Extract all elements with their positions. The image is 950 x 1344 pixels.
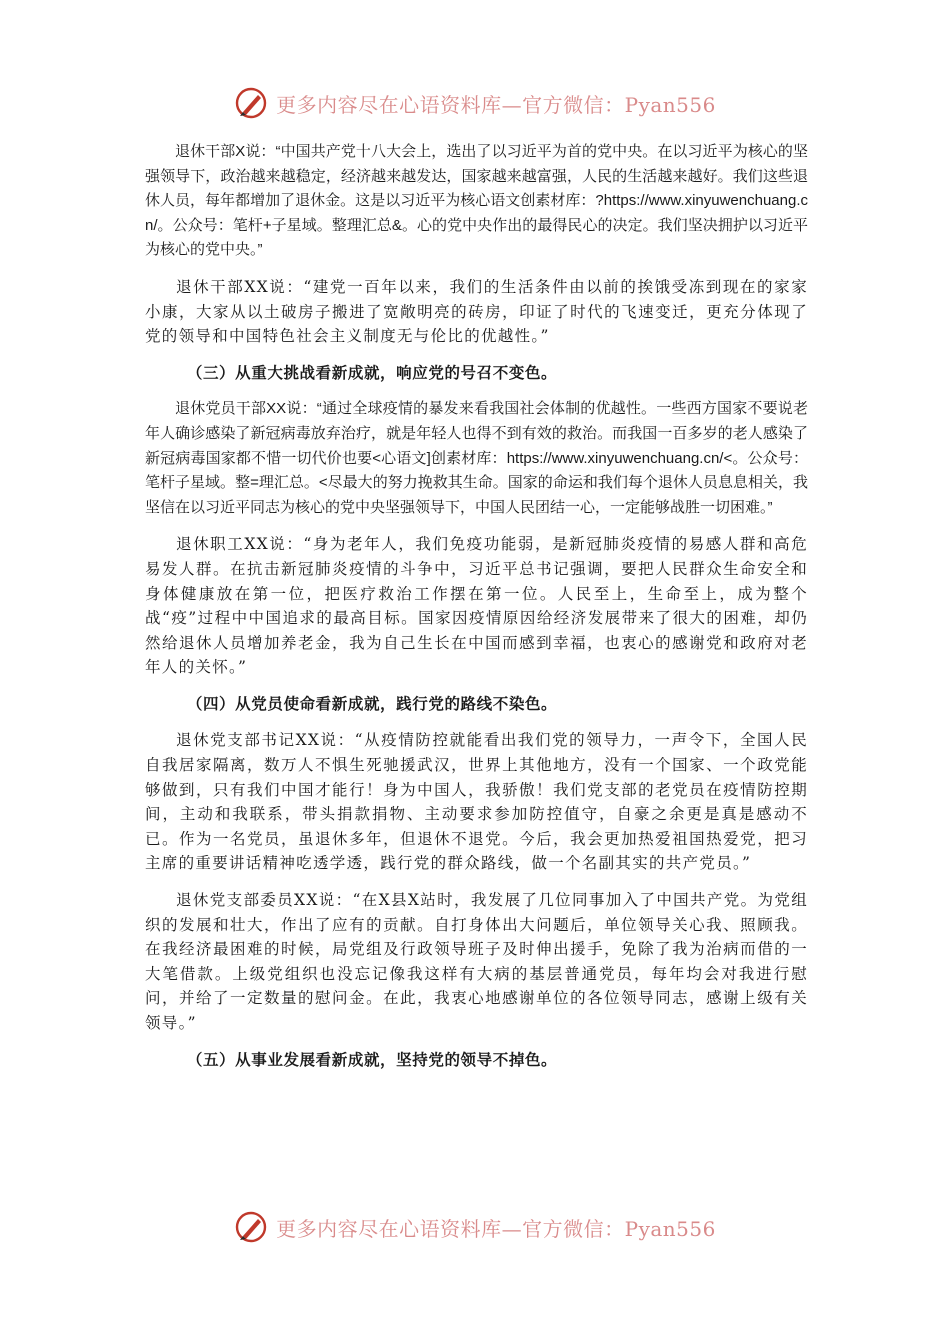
pen-logo-icon <box>234 86 268 120</box>
document-body <box>145 140 808 1084</box>
body-paragraph: 退休干部XX说：“建党一百年以来，我们的生活条件由以前的挨饿受冻到现在的家家小康，大家从以土破房子搬进了宽敞明亮的砖房，印证了时代的飞速变迁，更充分体现了党的领导和中国特色社会主义制度无与伦比的优越性。” <box>145 277 808 346</box>
banner-text: 更多内容尽在心语资料库—官方微信：Pyan556 <box>276 1216 716 1241</box>
body-paragraph: 退休干部X说：“中国共产党十八大会上，选出了以习近平为首的党中央。在以习近平为核心的坚强领导下，政治越来越稳定，经济越来越发达，国家越来越富强，人民的生活越来越好。我们这些退休人员，每年都增加了退休金。这是以习近平为核心语文创素材库：?https://www.xinyuwenchuang.cn/。公众号：笔杆+子星域。整理汇总&。心的党中央作出的最得民心的决定。我们坚决拥护以习近平为核心的党中央。” <box>145 143 808 259</box>
body-paragraph: 退休党支部委员XX说：“在X县X站时，我发展了几位同事加入了中国共产党。为党组织的发展和壮大，作出了应有的贡献。自打身体出大问题后，单位领导关心我、照顾我。在我经济最困难的时候，局党组及行政领导班子及时伸出援手，免除了我为治病而借的一大笔借款。上级党组织也没忘记像我这样有大病的基层普通党员，每年均会对我进行慰问，并给了一定数量的慰问金。在此，我衷心地感谢单位的各位领导同志，感谢上级有关领导。” <box>145 891 808 1032</box>
pen-logo-icon <box>234 1210 268 1244</box>
body-paragraph: 退休党支部书记XX说：“从疫情防控就能看出我们党的领导力，一声令下，全国人民自我居家隔离，数万人不惧生死驰援武汉，世界上其他地方，没有一个国家、一个政党能够做到，只有我们中国才能行！身为中国人，我骄傲！我们党支部的老党员在疫情防控期间，主动和我联系，带头捐款捐物、主动要求参加防控值守，自豪之余更是真是感动不已。作为一名党员，虽退休多年，但退休不退党。今后，我会更加热爱祖国热爱党，把习主席的重要讲话精神吃透学透，践行党的群众路线，做一个名副其实的共产党员。” <box>145 731 808 873</box>
body-paragraph: 退休职工XX说：“身为老年人，我们免疫功能弱，是新冠肺炎疫情的易感人群和高危易发人群。在抗击新冠肺炎疫情的斗争中，习近平总书记强调，要把人民群众生命安全和身体健康放在第一位，把医疗救治工作摆在第一位。人民至上，生命至上，成为整个战“疫”过程中中国追求的最高目标。国家因疫情原因给经济发展带来了很大的困难，却仍然给退休人员增加养老金，我为自己生长在中国而感到幸福，也衷心的感谢党和政府对老年人的关怀。” <box>145 535 808 677</box>
body-paragraph: 退休党员干部XX说：“通过全球疫情的暴发来看我国社会体制的优越性。一些西方国家不要说老年人确诊感染了新冠病毒放弃治疗，就是年轻人也得不到有效的救治。而我国一百多岁的老人感染了新冠病毒国家都不惜一切代价也要<心语文]创素材库：https://www.xinyuwenchuang.cn/<。公众号：笔杆子星域。整=理汇总。<尽最大的努力挽救其生命。国家的命运和我们每个退休人员息息相关，我坚信在以习近平同志为核心的党中央坚强领导下，中国人民团结一心，一定能够战胜一切困难。” <box>145 400 808 516</box>
footer-banner <box>0 1210 950 1244</box>
header-banner <box>0 86 950 120</box>
section-heading: （四）从党员使命看新成就，践行党的路线不染色。 <box>186 693 558 713</box>
section-heading: （三）从重大挑战看新成就，响应党的号召不变色。 <box>186 362 558 382</box>
banner-text: 更多内容尽在心语资料库—官方微信：Pyan556 <box>276 92 716 117</box>
section-heading: （五）从事业发展看新成就，坚持党的领导不掉色。 <box>186 1049 558 1069</box>
